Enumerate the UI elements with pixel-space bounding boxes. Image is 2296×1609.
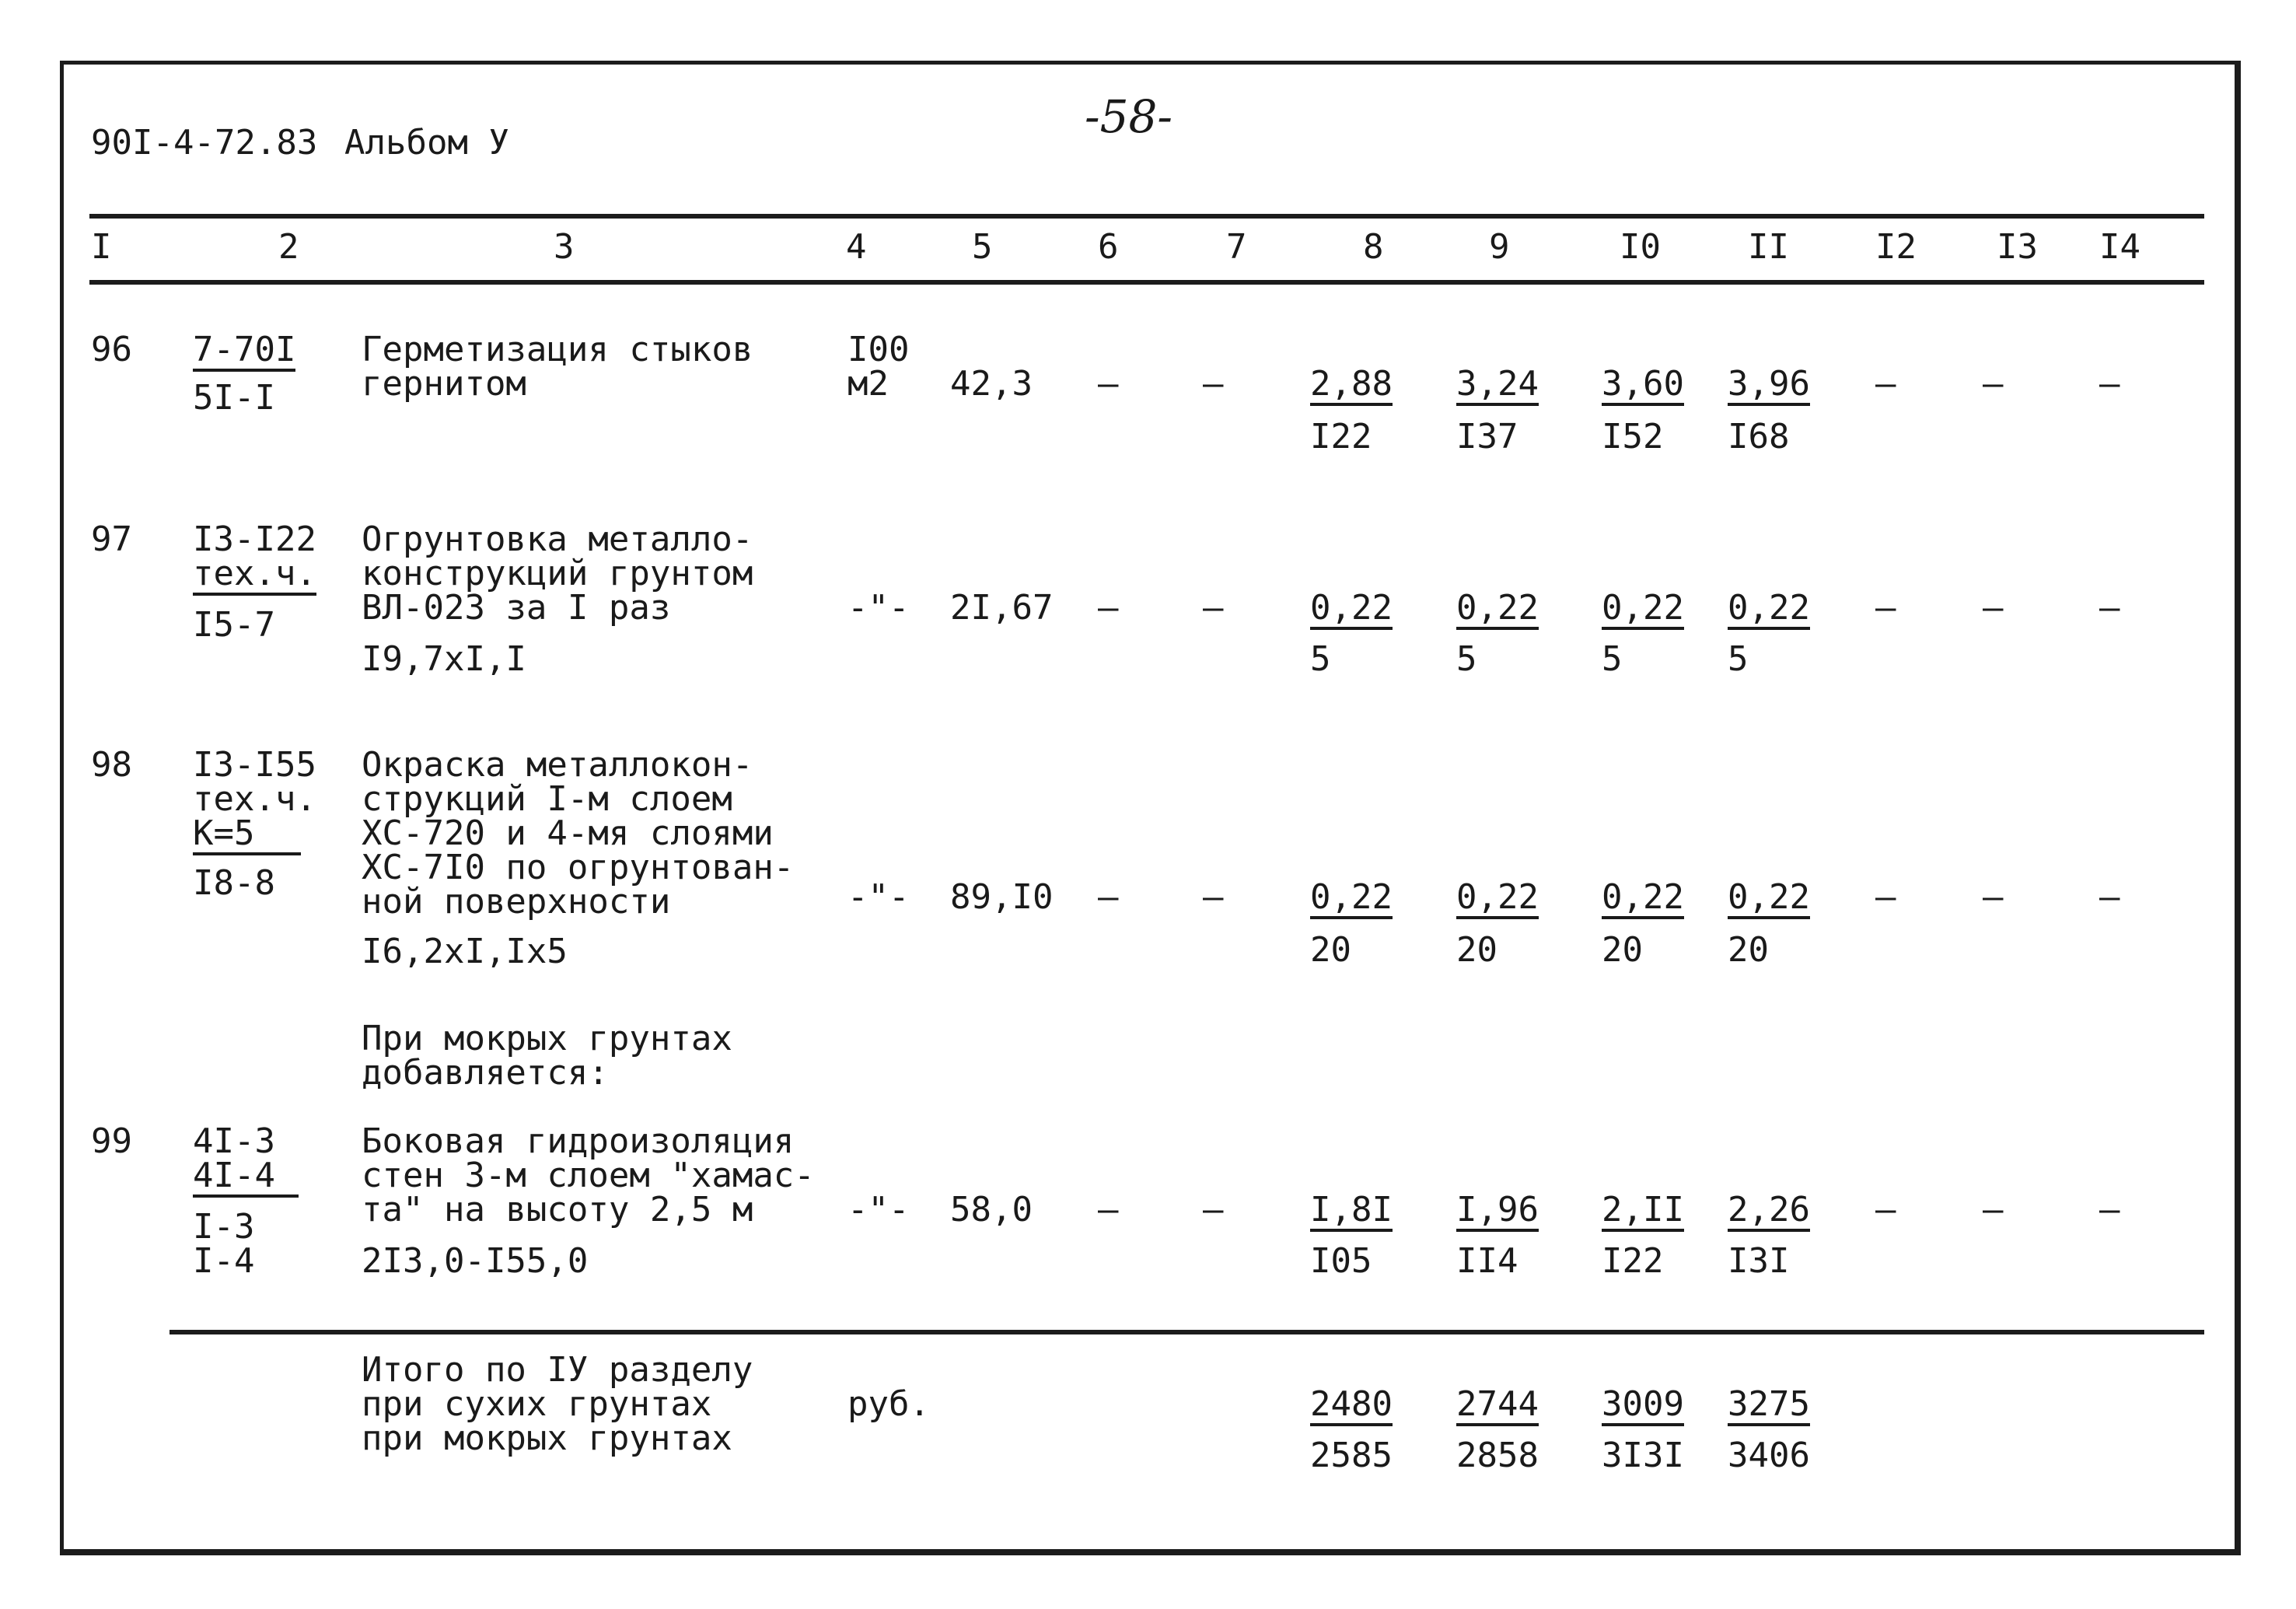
unit-line: м2 <box>847 364 889 404</box>
price: 0,22 <box>1728 591 1810 630</box>
dash: – <box>1983 588 2004 628</box>
dash: – <box>1203 1190 1224 1229</box>
row-number: 96 <box>91 330 132 369</box>
desc-line: ВЛ-023 за I раз <box>362 588 671 628</box>
labor: I68 <box>1728 417 1790 456</box>
dash: – <box>1203 588 1224 628</box>
dash: – <box>1098 588 1119 628</box>
price: 3,96 <box>1728 367 1810 406</box>
desc-line: I9,7хI,I <box>362 639 526 679</box>
total-dry: 2744 <box>1456 1387 1539 1426</box>
labor: 20 <box>1310 930 1351 970</box>
labor: I22 <box>1602 1241 1664 1281</box>
price: 2,II <box>1602 1193 1684 1232</box>
dash: – <box>1983 1190 2004 1229</box>
desc-line: струкций I-м слоем <box>362 779 732 819</box>
labor: I05 <box>1310 1241 1372 1281</box>
dash: – <box>2099 877 2120 917</box>
code-line: 4I-3 <box>193 1121 275 1161</box>
price: I,8I <box>1310 1193 1393 1232</box>
price: 0,22 <box>1602 880 1684 919</box>
desc-line: Окраска металлокон- <box>362 745 753 785</box>
code-line: I5-7 <box>193 605 275 645</box>
total-wet: 2858 <box>1456 1436 1539 1475</box>
total-dry: 3009 <box>1602 1387 1684 1426</box>
price: 0,22 <box>1310 880 1393 919</box>
row-number: 97 <box>91 519 132 559</box>
labor: 5 <box>1728 639 1749 679</box>
col-header: I3 <box>1997 227 2038 267</box>
col-header: 6 <box>1098 227 1119 267</box>
price: 0,22 <box>1310 591 1393 630</box>
dash: – <box>1098 1190 1119 1229</box>
dash: – <box>1983 877 2004 917</box>
dash: – <box>2099 588 2120 628</box>
desc-line: Герметизация стыков <box>362 330 753 369</box>
col-header: 7 <box>1226 227 1247 267</box>
desc-line: Огрунтовка металло- <box>362 519 753 559</box>
code-line: I-3 <box>193 1207 255 1247</box>
dash: – <box>1098 364 1119 404</box>
quantity: 2I,67 <box>950 588 1054 628</box>
price: 3,24 <box>1456 367 1539 406</box>
col-header: 4 <box>846 227 867 267</box>
dash: – <box>1875 877 1896 917</box>
col-header: 8 <box>1363 227 1384 267</box>
desc-line: стен 3-м слоем "хамас- <box>362 1156 815 1195</box>
price: 0,22 <box>1456 880 1539 919</box>
desc-line: ной поверхности <box>362 882 671 922</box>
unit-line: -"- <box>847 877 910 917</box>
price: 3,60 <box>1602 367 1684 406</box>
price: I,96 <box>1456 1193 1539 1232</box>
code-line: тех.ч. <box>193 779 316 819</box>
dash: – <box>1098 877 1119 917</box>
unit-line: I00 <box>847 330 910 369</box>
desc-line: Боковая гидроизоляция <box>362 1121 795 1161</box>
total-dry: 3275 <box>1728 1387 1810 1426</box>
note-line: добавляется: <box>362 1053 609 1093</box>
unit-line: -"- <box>847 588 910 628</box>
col-header: I4 <box>2099 227 2140 267</box>
code-line: 7-70I <box>193 333 295 372</box>
desc-line: 2I3,0-I55,0 <box>362 1241 589 1281</box>
code-line: 5I-I <box>193 378 275 418</box>
labor: 20 <box>1728 930 1769 970</box>
code-line: I3-I55 <box>193 745 316 785</box>
total-wet: 3406 <box>1728 1436 1810 1475</box>
col-header: 9 <box>1489 227 1510 267</box>
row-number: 98 <box>91 745 132 785</box>
unit-line: -"- <box>847 1190 910 1229</box>
dash: – <box>1203 877 1224 917</box>
desc-line: та" на высоту 2,5 м <box>362 1190 753 1229</box>
labor: II4 <box>1456 1241 1518 1281</box>
desc-line: ХС-720 и 4-мя слоями <box>362 813 774 853</box>
code-line: I-4 <box>193 1241 255 1281</box>
dash: – <box>1875 588 1896 628</box>
col-header: II <box>1748 227 1789 267</box>
labor: I22 <box>1310 417 1372 456</box>
doc-code: 90I-4-72.83 <box>91 123 318 163</box>
labor: 5 <box>1456 639 1477 679</box>
quantity: 58,0 <box>950 1190 1033 1229</box>
total-desc-line: Итого по IУ разделу <box>362 1350 753 1390</box>
col-header: 2 <box>278 227 299 267</box>
desc-line: ХС-7I0 по огрунтован- <box>362 848 795 887</box>
dash: – <box>2099 1190 2120 1229</box>
col-header: 3 <box>554 227 575 267</box>
col-header: I0 <box>1620 227 1661 267</box>
code-line: тех.ч. <box>193 557 316 596</box>
code-line: I8-8 <box>193 863 275 903</box>
note-line: При мокрых грунтах <box>362 1019 732 1058</box>
labor: 20 <box>1602 930 1643 970</box>
labor: I52 <box>1602 417 1664 456</box>
total-rule <box>169 1330 2204 1334</box>
header-rule-top <box>89 214 2204 219</box>
desc-line: гернитом <box>362 364 526 404</box>
labor: I3I <box>1728 1241 1790 1281</box>
quantity: 89,I0 <box>950 877 1054 917</box>
total-desc-line: при сухих грунтах <box>362 1384 712 1424</box>
quantity: 42,3 <box>950 364 1033 404</box>
total-wet: 2585 <box>1310 1436 1393 1475</box>
code-line: 4I-4 <box>193 1159 299 1198</box>
labor: 5 <box>1310 639 1331 679</box>
col-header: I2 <box>1875 227 1917 267</box>
total-desc-line: при мокрых грунтах <box>362 1418 732 1458</box>
dash: – <box>1875 1190 1896 1229</box>
total-dry: 2480 <box>1310 1387 1393 1426</box>
labor: 5 <box>1602 639 1623 679</box>
dash: – <box>2099 364 2120 404</box>
total-wet: 3I3I <box>1602 1436 1684 1475</box>
col-header: 5 <box>972 227 993 267</box>
price: 0,22 <box>1456 591 1539 630</box>
dash: – <box>1203 364 1224 404</box>
price: 0,22 <box>1728 880 1810 919</box>
header-rule-bottom <box>89 280 2204 285</box>
price: 0,22 <box>1602 591 1684 630</box>
total-unit: руб. <box>847 1384 930 1424</box>
code-line: К=5 <box>193 817 301 855</box>
row-number: 99 <box>91 1121 132 1161</box>
labor: 20 <box>1456 930 1497 970</box>
labor: I37 <box>1456 417 1518 456</box>
page-number: -58- <box>1085 90 1172 143</box>
code-line: I3-I22 <box>193 519 316 559</box>
desc-line: конструкций грунтом <box>362 554 753 593</box>
album-label: Альбом У <box>344 123 509 163</box>
dash: – <box>1983 364 2004 404</box>
price: 2,88 <box>1310 367 1393 406</box>
col-header: I <box>91 227 112 267</box>
dash: – <box>1875 364 1896 404</box>
price: 2,26 <box>1728 1193 1810 1232</box>
desc-line: I6,2хI,Iх5 <box>362 932 568 971</box>
